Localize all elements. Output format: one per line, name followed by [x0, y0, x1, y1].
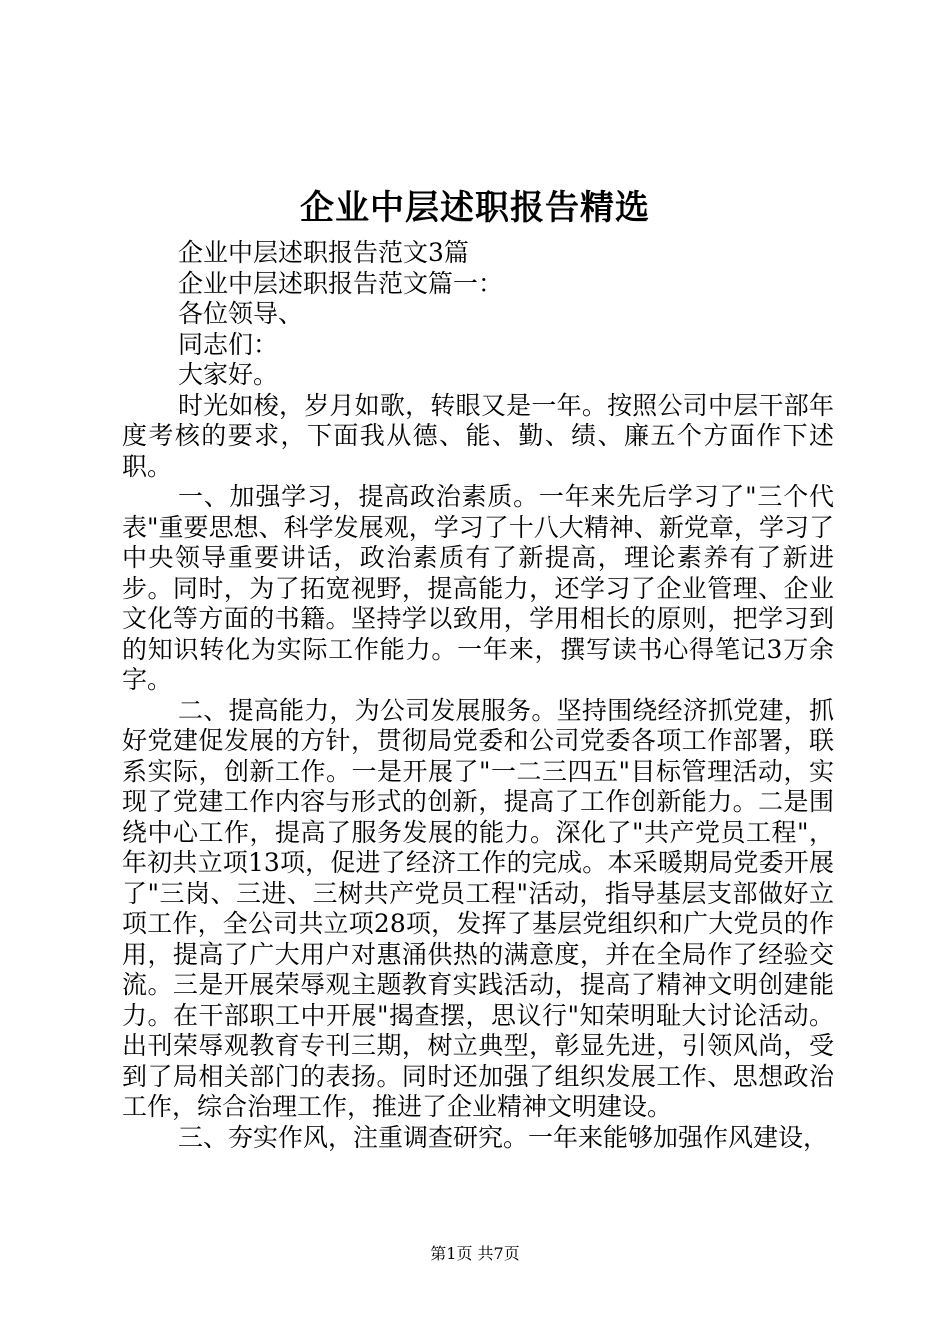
body-paragraph: 一、加强学习，提高政治素质。一年来先后学习了"三个代表"重要思想、科学发展观，学习了十八大精神、新党章，学习了中央领导重要讲话，政治素质有了新提高，理论素养有了新进步。同时，为了拓宽视野，提高能力，还学习了企业管理、企业文化等方面的书籍。坚持学以致用，学用相长的原则，把学习到的知识转化为实际工作能力。一年来，撰写读书心得笔记3万余字。 [122, 482, 834, 694]
body-paragraph: 时光如梭，岁月如歌，转眼又是一年。按照公司中层干部年度考核的要求，下面我从德、能、勤、绩、廉五个方面作下述职。 [122, 390, 834, 481]
body-line: 企业中层述职报告范文篇一： [178, 268, 504, 298]
body-line: 各位领导、 [178, 299, 304, 328]
body-line: 同志们： [178, 329, 279, 359]
body-line: 大家好。 [178, 360, 279, 389]
body-line: 企业中层述职报告范文3篇 [178, 238, 469, 267]
document-title: 企业中层述职报告精选 [300, 188, 650, 228]
document-body [122, 238, 834, 1153]
body-paragraph: 二、提高能力，为公司发展服务。坚持围绕经济抓党建，抓好党建促发展的方针，贯彻局党委和公司党委各项工作部署，联系实际，创新工作。一是开展了"一二三四五"目标管理活动，实现了党建工作内容与形式的创新，提高了工作创新能力。二是围绕中心工作，提高了服务发展的能力。深化了"共产党员工程"，年初共立项13项，促进了经济工作的完成。本采暖期局党委开展了"三岗、三进、三树共产党员工程"活动，指导基层支部做好立项工作，全公司共立项28项，发挥了基层党组织和广大党员的作用，提高了广大用户对惠涌供热的满意度，并在全局作了经验交流。三是开展荣辱观主题教育实践活动，提高了精神文明创建能力。在干部职工中开展"揭查摆，思议行"知荣明耻大讨论活动。出刊荣辱观教育专刊三期，树立典型，彰显先进，引领风尚，受到了局相关部门的表扬。同时还加强了组织发展工作、思想政治工作，综合治理工作，推进了企业精神文明建设。 [122, 695, 834, 1121]
page-footer: 第1页 共7页 [430, 1244, 520, 1263]
body-paragraph: 三、夯实作风，注重调查研究。一年来能够加强作风建设， [178, 1122, 829, 1152]
